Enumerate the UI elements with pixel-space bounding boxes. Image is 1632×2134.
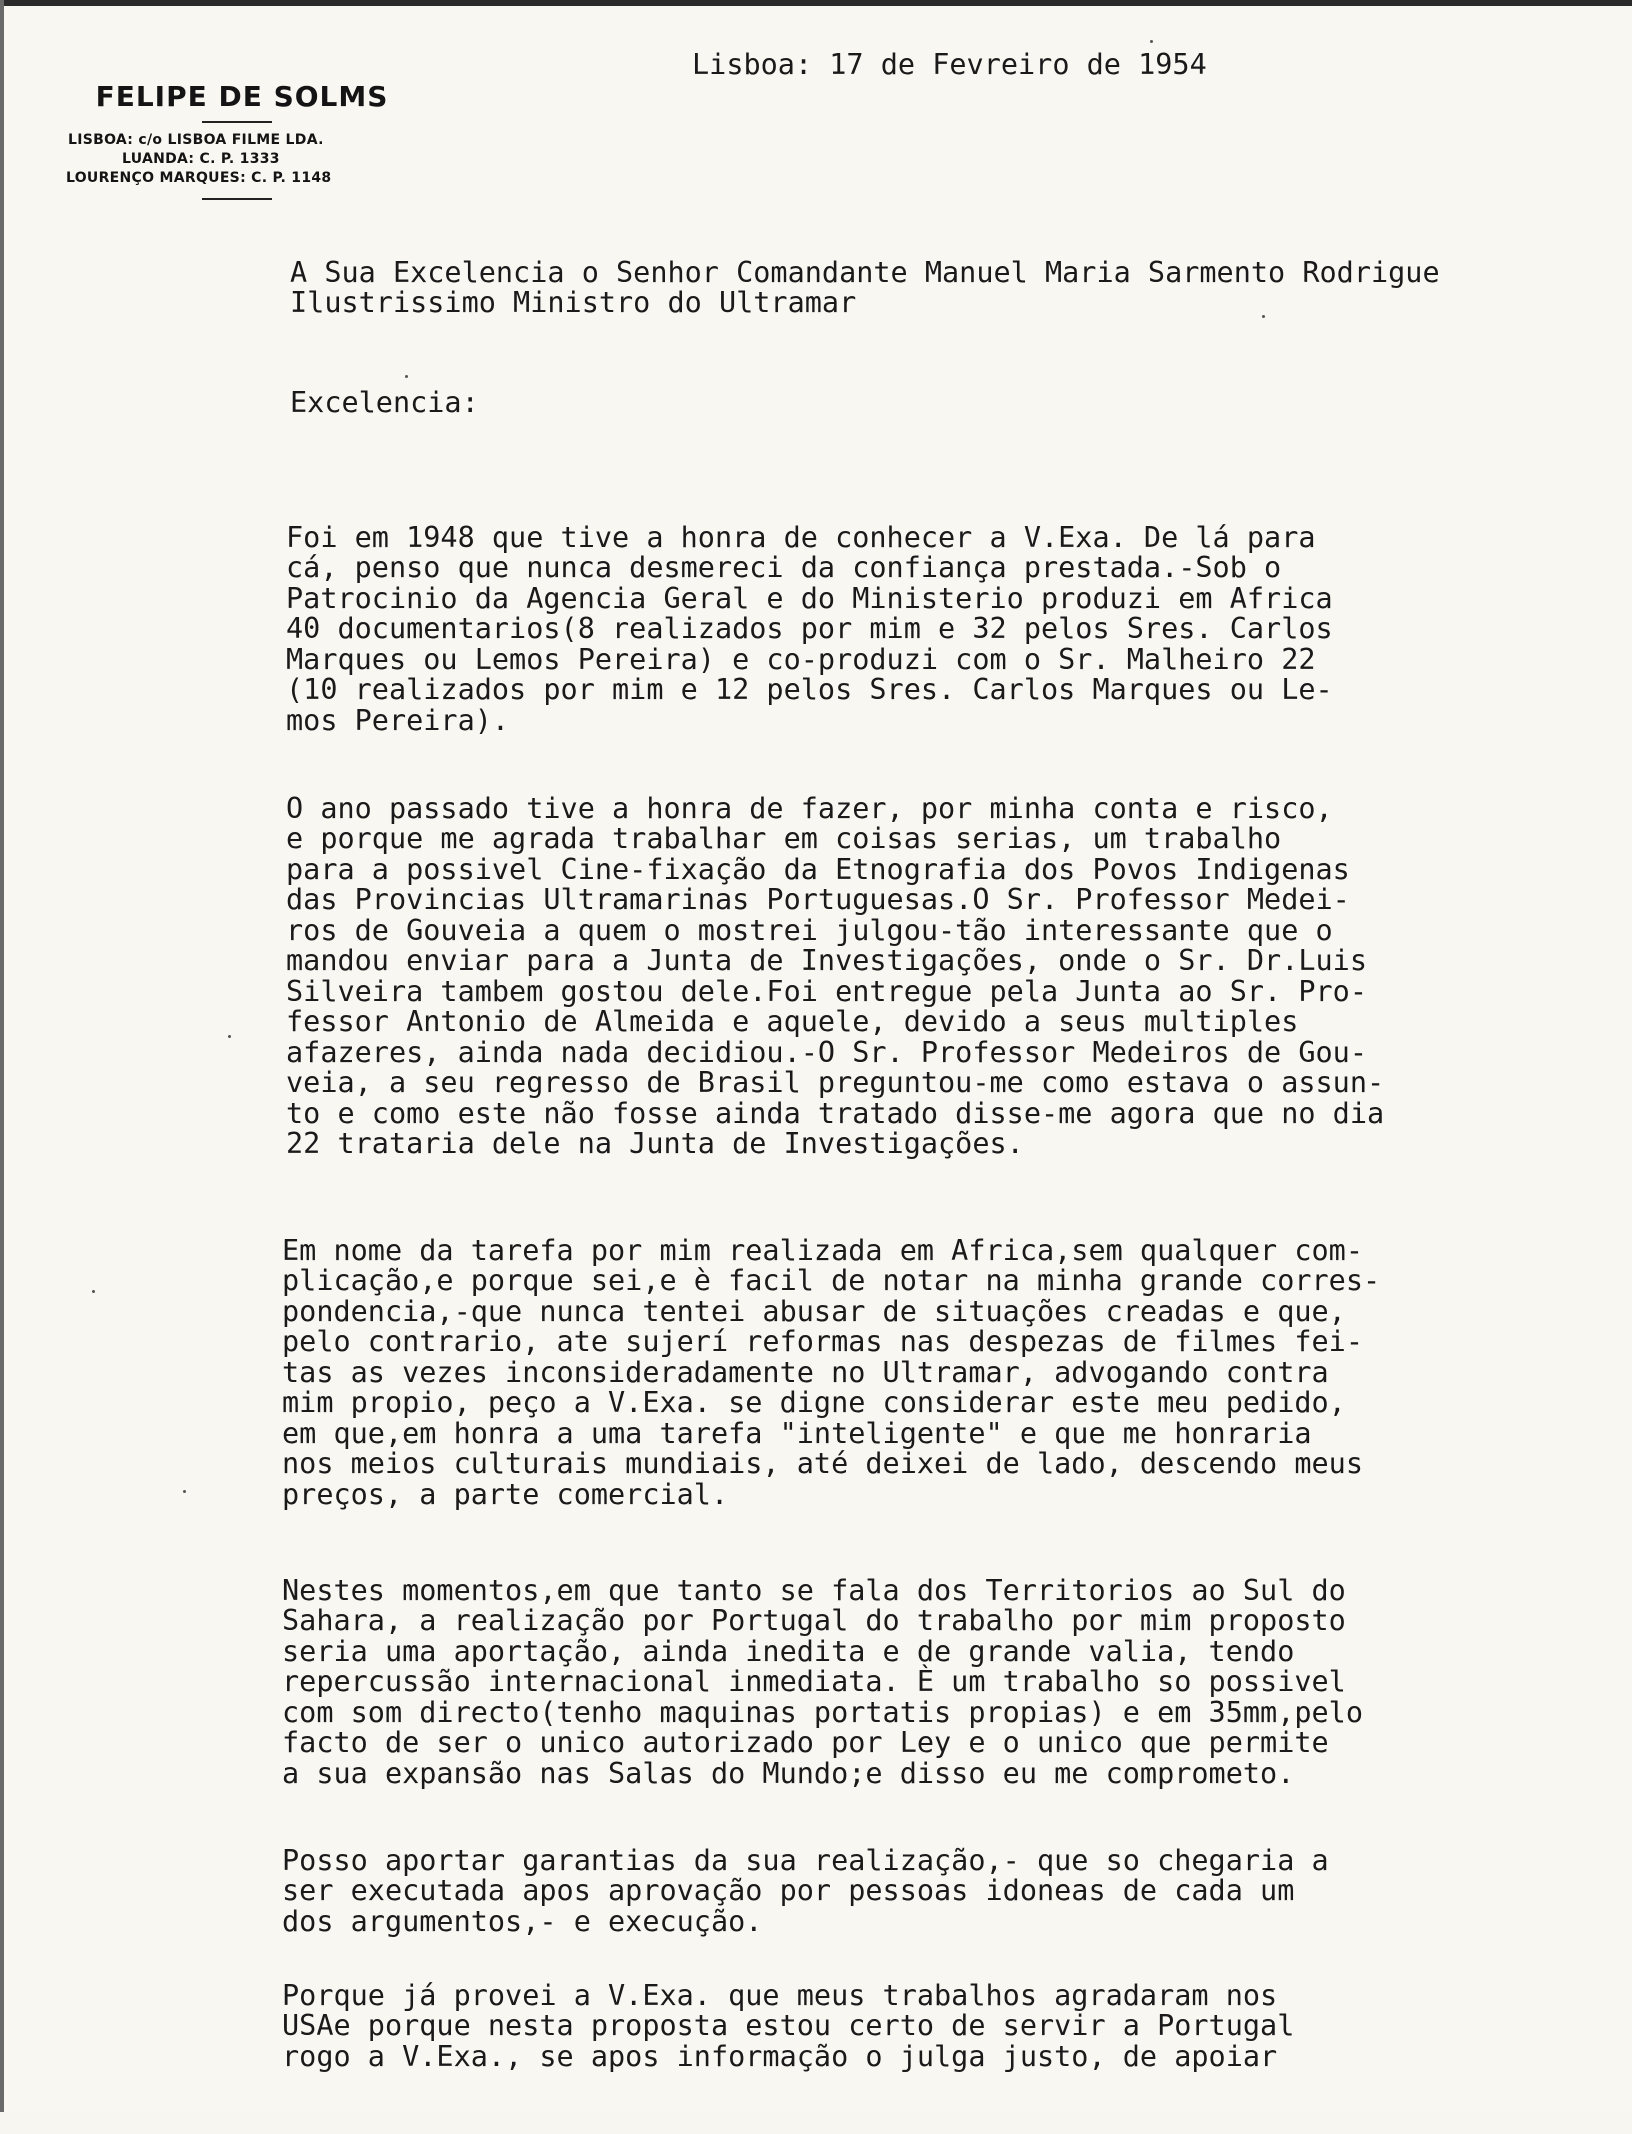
text-line: Silveira tambem gostou dele.Foi entregue pela Junta ao Sr. Pro- [286, 974, 1367, 1008]
text-line: e porque me agrada trabalhar em coisas serias, um trabalho [286, 822, 1282, 855]
text-line: mos Pereira). [286, 703, 510, 737]
scan-top-edge [0, 0, 1632, 6]
text-line: mim propio, peço a V.Exa. se digne considerar este meu pedido, [282, 1386, 1346, 1419]
text-line: seria uma aportação, ainda inedita e de grande valia, tendo [282, 1634, 1295, 1668]
scan-speck [405, 375, 408, 378]
letterhead [62, 80, 412, 200]
text-line: plicação,e porque sei,e è facil de notar na minha grande corres- [282, 1264, 1381, 1297]
addressee-line: Ilustrissimo Ministro do Ultramar [290, 286, 857, 319]
text-line: veia, a seu regresso de Brasil preguntou-me como estava o assun- [286, 1066, 1385, 1099]
scan-speck [1262, 315, 1265, 318]
text-line: USAe porque nesta proposta estou certo de servir a Portugal [282, 2009, 1295, 2042]
text-line: facto de ser o unico autorizado por Ley e o unico que permite [282, 1726, 1329, 1759]
letterhead-name: FELIPE DE SOLMS [95, 80, 389, 113]
paragraph-4 [282, 1545, 1363, 1850]
text-line: Foi em 1948 que tive a honra de conhecer a V.Exa. De lá para [286, 520, 1316, 554]
scan-speck [183, 1490, 186, 1493]
scan-speck [228, 1035, 231, 1038]
letterhead-address-luanda: LUANDA: C. P. 1333 [122, 151, 280, 167]
text-line: 22 trataria dele na Junta de Investigações. [286, 1127, 1024, 1160]
addressee-block [290, 258, 1440, 318]
text-line: ros de Gouveia a quem o mostrei julgou-tão interessante que o [286, 913, 1333, 947]
text-line: Porque já provei a V.Exa. que meus trabalhos agradaram nos [282, 1978, 1278, 2012]
text-line: 40 documentarios(8 realizados por mim e 32 pelos Sres. Carlos [286, 612, 1333, 645]
text-line: a sua expansão nas Salas do Mundo;e disso eu me comprometo. [282, 1756, 1295, 1790]
letterhead-address-lisboa: LISBOA: c/o LISBOA FILME LDA. [68, 132, 324, 148]
text-line: ser executada apos aprovação por pessoas idoneas de cada um [282, 1874, 1295, 1907]
text-line: fessor Antonio de Almeida e aquele, devido a seus multiples [286, 1005, 1299, 1038]
text-line: Nestes momentos,em que tanto se fala dos Territorios ao Sul do [282, 1573, 1346, 1607]
scan-left-edge [0, 0, 4, 2112]
letterhead-address-lourenco-marques: LOURENÇO MARQUES: C. P. 1148 [66, 170, 332, 186]
text-line: em que,em honra a uma tarefa "inteligente" e que me honraria [282, 1416, 1312, 1450]
text-line: Sahara, a realização por Portugal do trabalho por mim proposto [282, 1604, 1346, 1637]
text-line: para a possivel Cine-fixação da Etnografia dos Povos Indigenas [286, 852, 1350, 886]
paragraph-3 [282, 1205, 1380, 1571]
text-line: nos meios culturais mundiais, até deixei de lado, descendo meus [282, 1447, 1363, 1480]
text-line: repercussão internacional inmediata. È um trabalho so possivel [282, 1665, 1346, 1698]
paragraph-6 [282, 1950, 1294, 2133]
text-line: O ano passado tive a honra de fazer, por minha conta e risco, [286, 791, 1333, 825]
text-line: pelo contrario, ate sujerí reformas nas despezas de filmes fei- [282, 1325, 1363, 1358]
text-line: com som directo(tenho maquinas portatis propias) e em 35mm,pelo [282, 1695, 1363, 1729]
paragraph-2 [286, 763, 1384, 1221]
scan-speck [92, 1290, 95, 1293]
text-line: rogo a V.Exa., se apos informação o julga justo, de apoiar [282, 2039, 1278, 2073]
text-line: Patrocinio da Agencia Geral e do Ministerio produzi em Africa [286, 581, 1333, 615]
text-line: to e como este não fosse ainda tratado disse-me agora que no dia [286, 1096, 1385, 1130]
text-line: Em nome da tarefa por mim realizada em Africa,sem qualquer com- [282, 1233, 1363, 1267]
text-line: (10 realizados por mim e 12 pelos Sres. Carlos Marques ou Le- [286, 673, 1333, 706]
text-line: afazeres, ainda nada decidiou.-O Sr. Professor Medeiros de Gou- [286, 1035, 1367, 1069]
text-line: pondencia,-que nunca tentei abusar de situações creadas e que, [282, 1294, 1346, 1328]
text-line: cá, penso que nunca desmereci da confiança prestada.-Sob o [286, 551, 1282, 584]
text-line: Marques ou Lemos Pereira) e co-produzi com o Sr. Malheiro 22 [286, 642, 1316, 676]
text-line: das Provincias Ultramarinas Portuguesas.O Sr. Professor Medei- [286, 883, 1350, 916]
text-line: tas as vezes inconsideradamente no Ultramar, advogando contra [282, 1355, 1329, 1389]
salutation: Excelencia: [290, 386, 479, 419]
text-line: Posso aportar garantias da sua realização,- que so chegaria a [282, 1843, 1329, 1877]
paragraph-1 [286, 492, 1333, 797]
text-line: preços, a parte comercial. [282, 1477, 729, 1511]
letterhead-rule-top [202, 121, 272, 123]
letter-date: Lisboa: 17 de Fevreiro de 1954 [692, 48, 1207, 81]
scan-speck [1150, 40, 1153, 43]
text-line: mandou enviar para a Junta de Investigações, onde o Sr. Dr.Luis [286, 944, 1367, 977]
text-line: dos argumentos,- e execução. [282, 1904, 763, 1938]
addressee-line: A Sua Excelencia o Senhor Comandante Manuel Maria Sarmento Rodrigue [290, 256, 1440, 289]
letterhead-rule-bottom [202, 198, 272, 200]
